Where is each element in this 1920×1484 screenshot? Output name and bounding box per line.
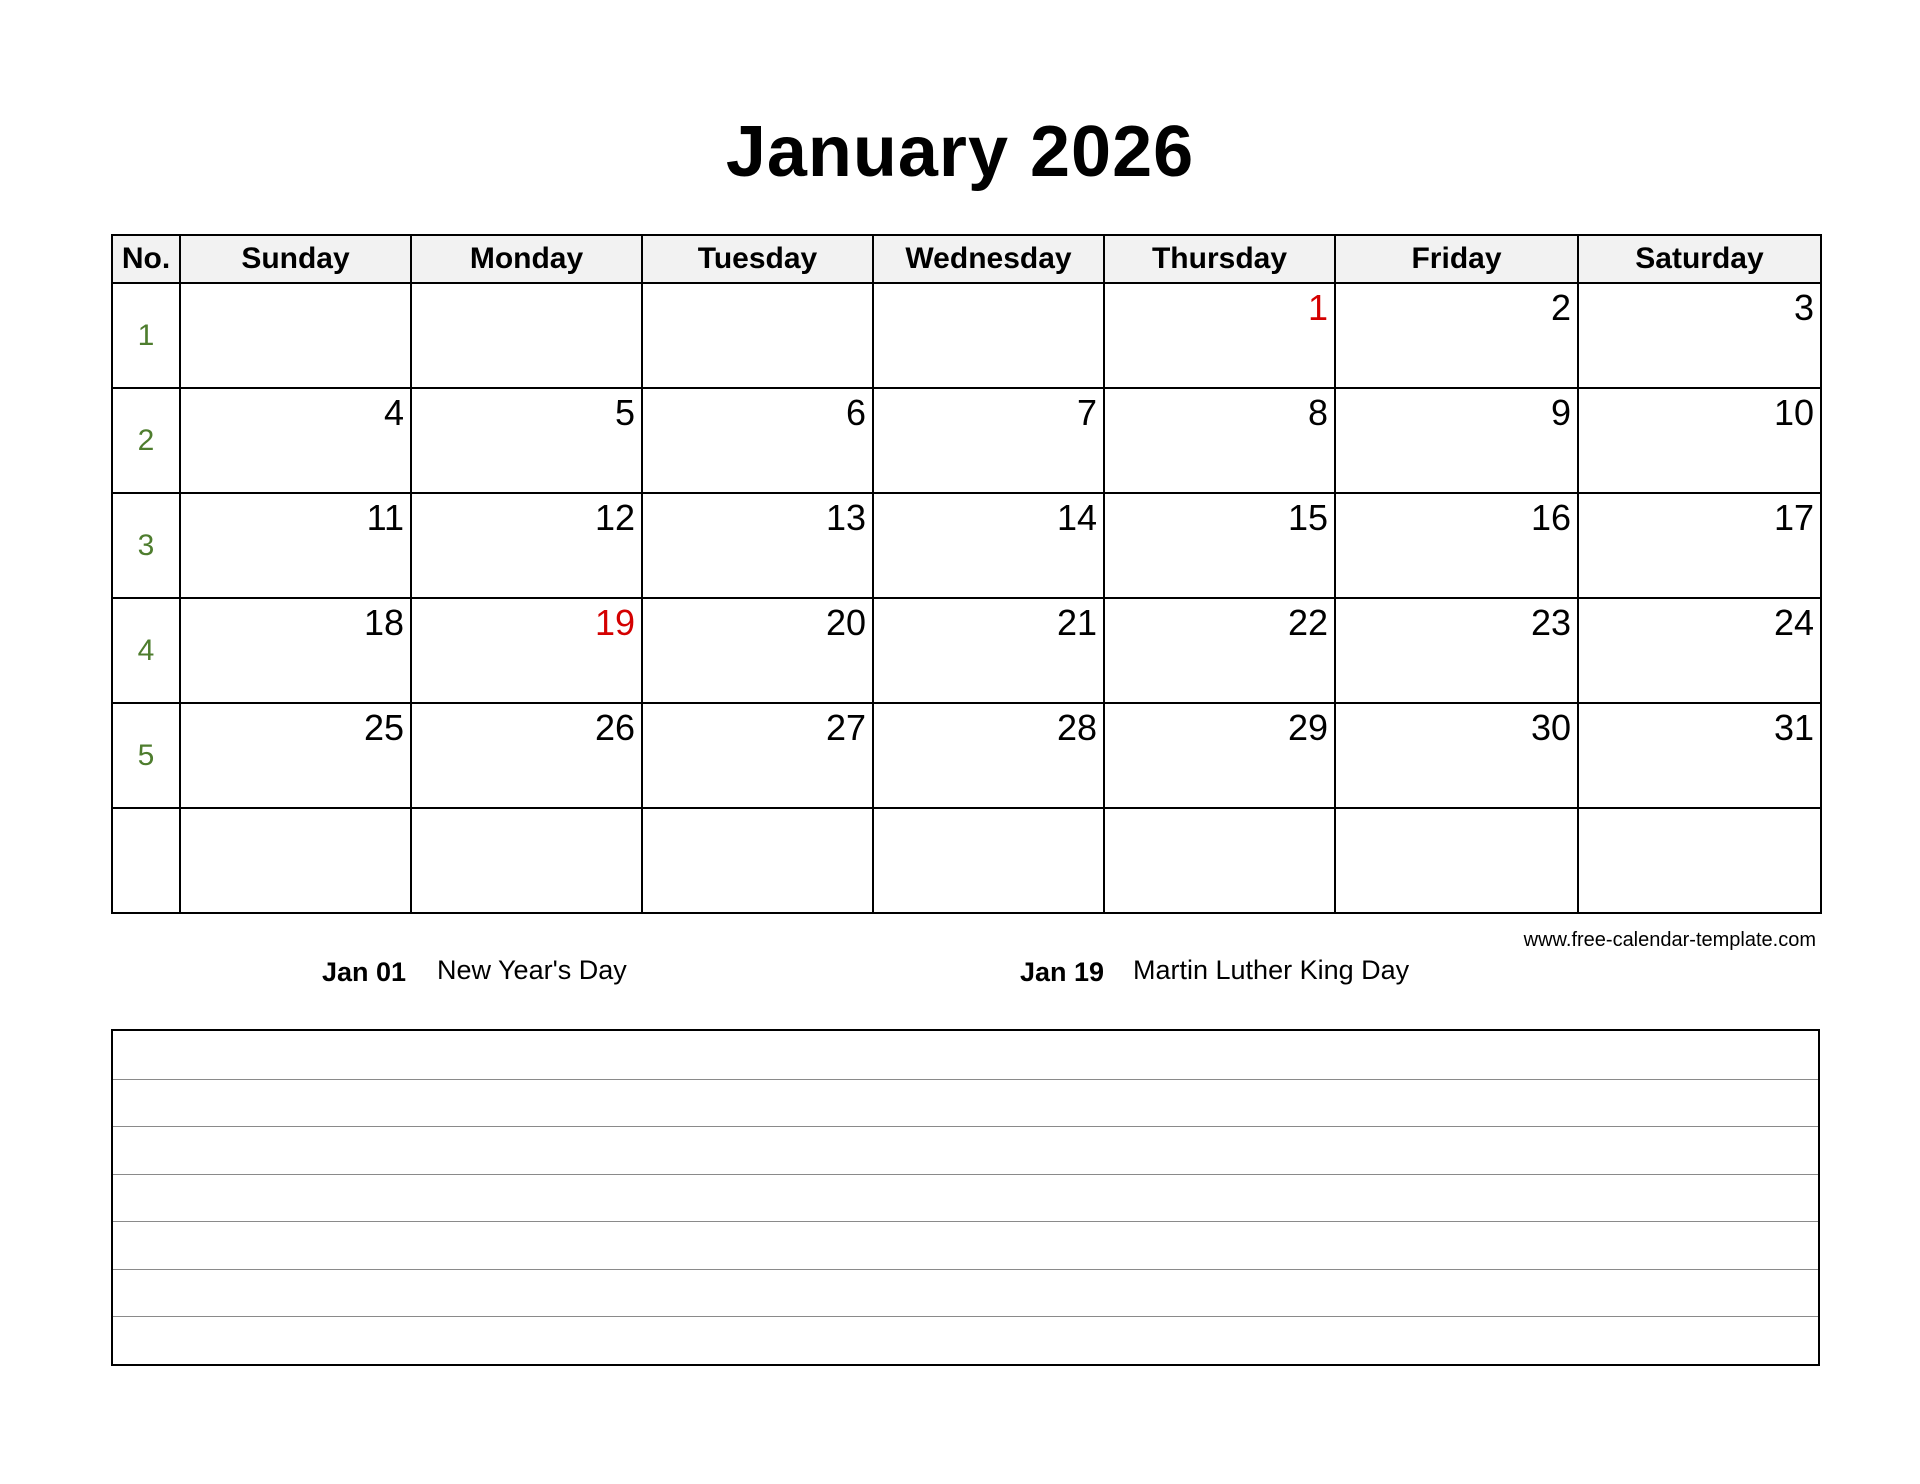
day-cell[interactable] [1104, 283, 1335, 388]
day-cell[interactable] [1104, 493, 1335, 598]
day-number: 24 [1773, 602, 1814, 643]
day-cell[interactable] [411, 388, 642, 493]
day-number: 14 [1056, 497, 1097, 538]
day-cell[interactable] [1335, 388, 1578, 493]
day-cell[interactable] [873, 598, 1104, 703]
note-line [113, 1174, 1818, 1175]
day-cell[interactable] [642, 388, 873, 493]
day-number: 15 [1287, 497, 1328, 538]
day-cell[interactable] [411, 703, 642, 808]
holiday-date: Jan 19 [1019, 957, 1104, 987]
day-cell[interactable] [1104, 388, 1335, 493]
day-number: 1 [1307, 287, 1328, 328]
note-line [113, 1316, 1818, 1317]
day-number: 29 [1287, 707, 1328, 748]
week-number: 1 [112, 283, 180, 388]
note-line [113, 1269, 1818, 1270]
day-cell[interactable] [1104, 703, 1335, 808]
day-number: 7 [1076, 392, 1097, 433]
notes-box [111, 1029, 1820, 1366]
day-number: 12 [594, 497, 635, 538]
day-number: 6 [845, 392, 866, 433]
day-cell[interactable] [1578, 388, 1821, 493]
holiday-date: Jan 01 [321, 957, 406, 987]
website-url: www.free-calendar-template.com [1523, 929, 1816, 951]
day-number: 30 [1530, 707, 1571, 748]
week-row [112, 703, 1821, 808]
weekday-header-tuesday: Tuesday [642, 235, 873, 283]
day-number: 4 [383, 392, 404, 433]
day-cell[interactable] [1578, 703, 1821, 808]
day-cell[interactable] [411, 808, 642, 913]
week-row [112, 388, 1821, 493]
day-number: 18 [363, 602, 404, 643]
day-cell[interactable] [642, 703, 873, 808]
day-number: 11 [366, 497, 404, 538]
day-cell[interactable] [873, 283, 1104, 388]
day-number: 26 [594, 707, 635, 748]
weekday-header-monday: Monday [411, 235, 642, 283]
day-cell[interactable] [1335, 808, 1578, 913]
calendar-body [112, 283, 1821, 913]
day-number: 17 [1773, 497, 1814, 538]
day-number: 10 [1773, 392, 1814, 433]
day-cell[interactable] [1578, 598, 1821, 703]
day-cell[interactable] [1578, 283, 1821, 388]
holiday-name: New Year's Day [437, 955, 627, 985]
day-number: 22 [1287, 602, 1328, 643]
day-number: 16 [1530, 497, 1571, 538]
day-cell[interactable] [1104, 808, 1335, 913]
weekday-header-wednesday: Wednesday [873, 235, 1104, 283]
weekday-header-saturday: Saturday [1578, 235, 1821, 283]
calendar-grid [111, 234, 1822, 914]
day-cell[interactable] [642, 808, 873, 913]
day-cell[interactable] [411, 493, 642, 598]
day-cell[interactable] [642, 283, 873, 388]
weekday-header-friday: Friday [1335, 235, 1578, 283]
day-number: 9 [1550, 392, 1571, 433]
day-cell[interactable] [873, 388, 1104, 493]
week-number: 5 [112, 703, 180, 808]
week-number: 3 [112, 493, 180, 598]
day-cell[interactable] [642, 493, 873, 598]
day-cell[interactable] [873, 703, 1104, 808]
day-cell[interactable] [1578, 493, 1821, 598]
week-row [112, 283, 1821, 388]
weekday-header-thursday: Thursday [1104, 235, 1335, 283]
day-cell[interactable] [1335, 703, 1578, 808]
note-line [113, 1221, 1818, 1222]
day-number: 3 [1793, 287, 1814, 328]
day-cell[interactable] [873, 808, 1104, 913]
day-number: 25 [363, 707, 404, 748]
note-line [113, 1126, 1818, 1127]
day-number: 19 [594, 602, 635, 643]
week-row [112, 808, 1821, 913]
day-number: 5 [614, 392, 635, 433]
day-cell[interactable] [180, 493, 411, 598]
holiday-name: Martin Luther King Day [1133, 955, 1410, 985]
week-number-header: No. [112, 235, 180, 283]
day-number: 21 [1056, 602, 1097, 643]
day-cell[interactable] [1104, 598, 1335, 703]
day-cell[interactable] [180, 703, 411, 808]
day-number: 2 [1550, 287, 1571, 328]
day-cell[interactable] [180, 808, 411, 913]
day-number: 28 [1056, 707, 1097, 748]
day-number: 23 [1530, 602, 1571, 643]
day-cell[interactable] [180, 598, 411, 703]
day-number: 8 [1307, 392, 1328, 433]
day-cell[interactable] [1335, 598, 1578, 703]
day-cell[interactable] [180, 283, 411, 388]
week-number: 4 [112, 598, 180, 703]
day-cell[interactable] [180, 388, 411, 493]
week-row [112, 598, 1821, 703]
note-line [113, 1079, 1818, 1080]
weekday-header-sunday: Sunday [180, 235, 411, 283]
day-cell[interactable] [642, 598, 873, 703]
day-cell[interactable] [1335, 283, 1578, 388]
day-cell[interactable] [411, 283, 642, 388]
day-number: 31 [1773, 707, 1814, 748]
day-number: 20 [825, 602, 866, 643]
day-number: 27 [825, 707, 866, 748]
day-cell[interactable] [1578, 808, 1821, 913]
day-cell[interactable] [411, 598, 642, 703]
calendar-title: January 2026 [725, 112, 1195, 192]
day-cell[interactable] [1335, 493, 1578, 598]
week-number: 2 [112, 388, 180, 493]
day-cell[interactable] [873, 493, 1104, 598]
week-row [112, 493, 1821, 598]
day-number: 13 [825, 497, 866, 538]
week-number [112, 808, 180, 913]
weekday-header-row [112, 235, 1821, 283]
